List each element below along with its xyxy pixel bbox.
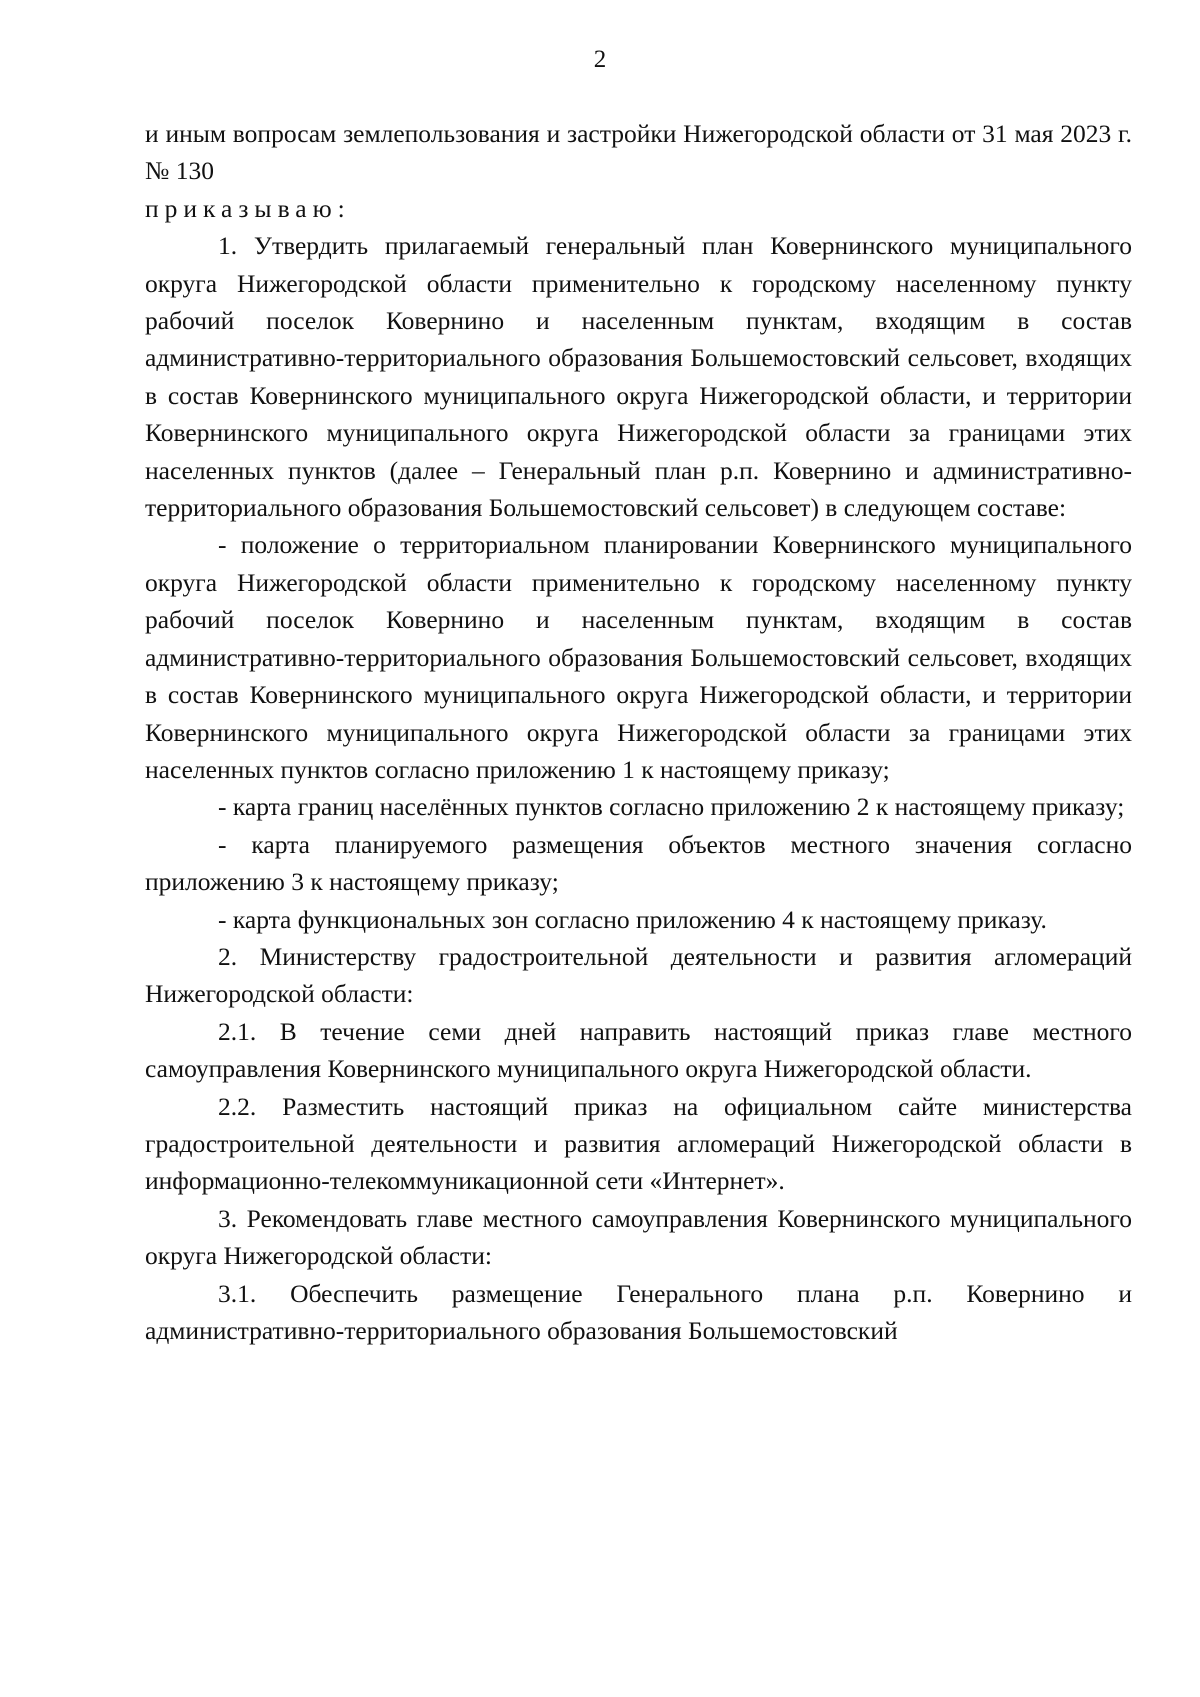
paragraph-item-1: 1. Утвердить прилагаемый генеральный план Ковернинского муниципального округа Нижегородской области применительно к городскому населенному пункту рабочий поселок Ковернино и населенным пунктам, входящим в состав административно-территориального образования Большемостовский сельсовет, входящих в состав Ковернинского муниципального округа Нижегородской области, и территории Ковернинского муниципального округа Нижегородской области за границами этих населенных пунктов (далее – Генеральный план р.п. Ковернино и административно-территориального образования Большемостовский сельсовет) в следующем составе: [145, 231, 1132, 523]
paragraph-item-2: 2. Министерству градостроительной деятельности и развития агломераций Нижегородской области: [145, 941, 1132, 1009]
paragraph-order-word: приказываю: [145, 193, 351, 223]
paragraph-item-2-2: 2.2. Разместить настоящий приказ на официальном сайте министерства градостроительной деятельности и развития агломераций Нижегородской области в информационно-телекоммуникационной сети «Интернет». [145, 1091, 1132, 1196]
paragraph-item-2-1: 2.1. В течение семи дней направить настоящий приказ главе местного самоуправления Ковернинского муниципального округа Нижегородской области. [145, 1016, 1132, 1084]
paragraph-list-item-borders-map: - карта границ населённых пунктов согласно приложению 2 к настоящему приказу; [218, 792, 1125, 822]
paragraph-list-item-objects-map: - карта планируемого размещения объектов местного значения согласно приложению 3 к настоящему приказу; [145, 829, 1132, 897]
paragraph-item-3-1: 3.1. Обеспечить размещение Генерального плана р.п. Ковернино и административно-территориального образования Большемостовский [145, 1278, 1132, 1345]
document-body [145, 115, 1132, 1349]
paragraph-preamble-continuation: и иным вопросам землепользования и застройки Нижегородской области от 31 мая 2023 г. № 130 [145, 119, 1132, 186]
page-number: 2 [593, 46, 607, 73]
paragraph-list-item-position: - положение о территориальном планировании Ковернинского муниципального округа Нижегородской области применительно к городскому населенному пункту рабочий поселок Ковернино и населенным пунктам, входящим в состав административно-территориального образования Большемостовский сельсовет, входящих в состав Ковернинского муниципального округа Нижегородской области, и территории Ковернинского муниципального округа Нижегородской области за границами этих населенных пунктов согласно приложению 1 к настоящему приказу; [145, 530, 1132, 784]
paragraph-list-item-zones-map: - карта функциональных зон согласно приложению 4 к настоящему приказу. [218, 904, 1047, 934]
paragraph-item-3: 3. Рекомендовать главе местного самоуправления Ковернинского муниципального округа Нижегородской области: [145, 1203, 1132, 1271]
